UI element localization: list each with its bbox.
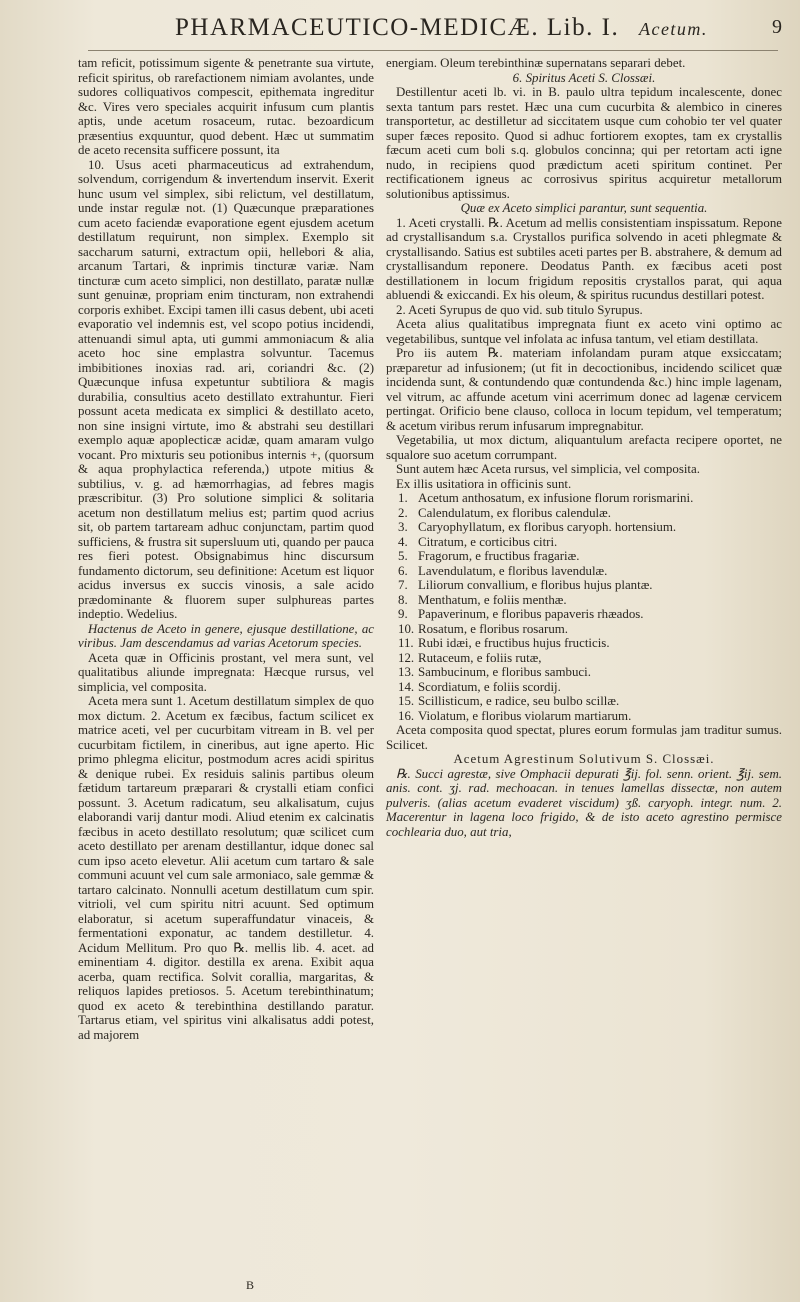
aceta-list	[392, 491, 782, 723]
recipe-heading: 6. Spiritus Aceti S. Clossæi.	[512, 70, 656, 85]
list-item: 10. Rosatum, e floribus rosarum.	[398, 621, 569, 636]
paragraph: Aceta mera sunt 1. Acetum destillatum simplex de quo mox dictum. 2. Acetum ex fæcibus, factum scilicet ex matrice aceti, vel per cucurbitam vitream in B. vel per cucurbitam fictilem, in cineribus, aut igne aperto. Hic primo phlegma elicitur, postmodum acres acidi spiritus & denique rubei. Ex residuis salinis partibus oleum fætidum tartareum præparari & crystalli etiam confici possunt. 3. Acetum radicatum, seu alkalisatum, cujus elaborandi varij dantur modi. Aliud etenim ex calcinatis fæcibus in aceto destillato resolutum; quæ scilicet cum aceto destillato per arenam destillantur, idque donec sal cum ipso aceto elevetur. Alii acetum cum tartaro & sale communi acuunt vel cum sale armoniaco, sale gemmæ & tartaro calcinato. Nonnulli acetum destillatum cum spir. vitrioli, vel cum spiritu nitri acuunt. Sed optimum elaboratur, si acetum superaffundatur vinaceis, & fermentationi exponatur, ac tandem destilletur. 4. Acidum Mellitum. Pro quo ℞. mellis lib. 4. acet. ad eminentiam 4. digitor. destilla ex arena. Exibit aqua acerba, quam rectifica. Solvit corallia, margaritas, & reliquos lapides pretiosos. 5. Acetum terebinthinatum; quod ex aceto & terebinthina destillando paratur. Tartarus etiam, vel spiritus vini alkalisatus addi potest, ad majorem	[78, 694, 374, 1042]
signature-mark: B	[246, 1278, 255, 1292]
recipe-heading: Acetum Agrestinum Solutivum S. Clossæi.	[453, 752, 715, 766]
list-item: 9. Papaverinum, e floribus papaveris rhæados.	[398, 607, 644, 621]
page-header	[0, 10, 800, 50]
list-item: 16. Violatum, e floribus violarum martiarum.	[398, 708, 632, 723]
list-item: 3. Caryophyllatum, ex floribus caryoph. hortensium.	[398, 520, 677, 534]
list-item: 12. Rutaceum, e foliis rutæ,	[398, 650, 542, 665]
header-rule	[88, 50, 778, 51]
paragraph: Vegetabilia, ut mox dictum, aliquantulum arefacta recipere oportet, ne squalore suo acetum corrumpant.	[386, 433, 782, 462]
list-item: 11. Rubi idæi, e fructibus hujus fructicis.	[398, 636, 610, 650]
paragraph: Pro iis autem ℞. materiam infolandam puram atque exsiccatam; præparetur ad infusionem; (ut fit in decoctionibus, incidendo scilicet quæ incidenda sunt, & contundendo quæ contundenda &c.) hinc imple lagenam, vel vitrum, ac affunde acetum vini acerrimum donec ad lagenæ cervicem pertingat. Orificio bene clauso, colloca in locum tepidum, vel temperatum; & acetum viribus rerum infusarum impregnabitur.	[386, 346, 782, 433]
paragraph: Aceta quæ in Officinis prostant, vel mera sunt, vel qualitatibus aliunde impregnata: Hæcque rursus, vel simplicia, vel composita.	[78, 650, 374, 694]
list-item: 14. Scordiatum, e foliis scordij.	[398, 679, 561, 694]
list-item: 6. Lavendulatum, e floribus lavendulæ.	[398, 563, 608, 578]
list-item: 4. Citratum, e corticibus citri.	[398, 534, 558, 549]
right-column	[386, 56, 782, 839]
list-item: 2. Calendulatum, ex floribus calendulæ.	[398, 505, 611, 520]
paragraph: Ex illis usitatiora in officinis sunt.	[396, 476, 572, 491]
list-item: 7. Liliorum convallium, e floribus hujus plantæ.	[398, 578, 653, 592]
left-column	[78, 56, 374, 1042]
paragraph: tam reficit, potissimum sigente & penetrante sua virtute, reficit spiritus, ob rarefactionem nimiam avolantes, unde sudores colliquativos compescit, epithemata ingreditur &c. Vires vero speciales acquirit infusum cum plantis aptis, unde acetum rosaceum, rutac. bezoardicum præsentius exquuntur, quod debent. Hæc ut summatim de aceto recensita sufficere possunt, ita	[78, 56, 374, 157]
paragraph: Aceta alius qualitatibus impregnata fiunt ex aceto vini optimo ac vegetabilibus, suntque vel infolata ac infusa tantum, vel etiam destillata.	[386, 317, 782, 346]
paragraph: Sunt autem hæc Aceta rursus, vel simplicia, vel composita.	[396, 462, 700, 476]
paragraph: 1. Aceti crystalli. ℞. Acetum ad mellis consistentiam inspissatum. Repone ad crystallisandum s.a. Crystallos purifica solvendo in aceti phlegmate & crystallisando. Satius est subtiles aceti partes per B. abstrahere, & demum ad crystallisandum reponere. Deodatus Panth. ex fæcibus aceti post destillationem in locum frigidum repositis crystallos parat, qui aqua abluendi & exiccandi. Ex his oleum, & spiritus rucundus destillari potest.	[386, 215, 782, 302]
list-item: 15. Scillisticum, e radice, seu bulbo scillæ.	[398, 694, 620, 708]
list-item: 5. Fragorum, e fructibus fragariæ.	[398, 549, 580, 563]
page-number: 9	[772, 16, 782, 38]
paragraph: Aceta composita quod spectat, plures eorum formulas jam traditur sumus. Scilicet.	[386, 723, 782, 752]
paragraph: energiam. Oleum terebinthinæ supernatans separari debet.	[386, 56, 686, 70]
paragraph: 10. Usus aceti pharmaceuticus ad extrahendum, solvendum, corrigendum & invertendum inservit. Exerit hunc usum vel simplex, sibi relictum, vel destillatum, unde instar regulæ not. (1) Quæcunque præparationes cum aceto faciendæ evaporatione egent ejusdem acetum destillatum requirunt, non simplex. Exemplo sit saccharum saturni, extractum opii, hellebori & alia, arcanum Tartari, & inprimis tincturæ variæ. Nam tincturæ cum aceto simplici, non destillato, paratæ nullæ sunt genuinæ, propriam enim tincturam, non extrahendi corporis exhibet. Excipi tamen illi casus debent, ubi aceti evaporatio vel indemnis est, vel scopo potius incidendi, attenuandi simul apta, uti gummi ammoniacum & alia aceto hoc sine emplastra solvuntur. Tacemus imbibitiones inoxias rad. ari, coriandri &c. (2) Quæcunque infusa expetuntur subtiliora & magis durabilia, consultius aceto destillato extrahuntur. Fieri possunt aceta medicata ex simplici & destillato aceto, non sine insigni virtute, imo & abstrahi seu destillari exemplo aquæ apoplecticæ acidæ, quam amaram vulgo vocant. Pro mixturis seu potionibus internis +, (quorsum & aqua prophylactica referenda,) utpote mitius & subtilius, v. g. ad hæmorrhagias, ad febres magis præscribitur. (3) Pro solutione simplici & solitaria acetum non destillatum melius est; partim quod acrius sit, ob partem tartaream adhuc conjunctam, partim quod sufficiens, & frustra sit supersluum uti, quando per pauca res fieri potest. Obsignabimus hinc discursum fundamento dictorum, seu definitione: Acetum est liquor acidus inversus ex succis vinosis, a sale acido prædominante & fluorem super sulphureas partes indeptio. Wedelius.	[78, 157, 374, 621]
section-title: Quæ ex Aceto simplici parantur, sunt sequentia.	[460, 201, 708, 215]
running-head-suffix: Acetum.	[638, 19, 708, 39]
paragraph: 2. Aceti Syrupus de quo vid. sub titulo Syrupus.	[396, 302, 643, 317]
section-heading: Hactenus de Aceto in genere, ejusque destillatione, ac viribus. Jam descendamus ad varias Acetorum species.	[78, 621, 374, 650]
list-item: 8. Menthatum, e foliis menthæ.	[398, 592, 567, 607]
paragraph: Destillentur aceti lb. vi. in B. paulo ultra tepidum incalescente, donec sexta tantum pars restet. Hæc una cum cucurbita & alembico in cineres transportetur, ac destilletur ad siccitatem usque cum cohobio ter vel quater super fæces reposito. Quod si adhuc fortiorem exoptes, tam ex crystallis fæcum aceti cum boli s.q. globulos concinna; qui per retortam acti igne nudo, in recipiens quod prædictum aceti spiritum continet. Per rectificationem igneus ac corrosivus spiritus acquiretur metallorum solutionibus aptissimus.	[386, 85, 782, 201]
list-item: 13. Sambucinum, e floribus sambuci.	[398, 665, 591, 679]
recipe-text: ℞. Succi agrestæ, sive Omphacii depurati ℥ij. fol. senn. orient. ℥ij. sem. anis. cont. ʒj. rad. mechoacan. in tenues lamellas dissectæ, non autem pulveris. (alias acetum evaderet viscidum) ʒß. caryoph. integr. num. 2. Macerentur in lagena loco frigido, & de isto aceto agrestino permisce cochlearia duo, aut tria,	[386, 766, 782, 839]
running-head-title: PHARMACEUTICO-MEDICÆ. Lib. I.	[175, 14, 620, 41]
running-head	[175, 14, 708, 42]
list-item: 1. Acetum anthosatum, ex infusione florum rorismarini.	[398, 491, 694, 505]
